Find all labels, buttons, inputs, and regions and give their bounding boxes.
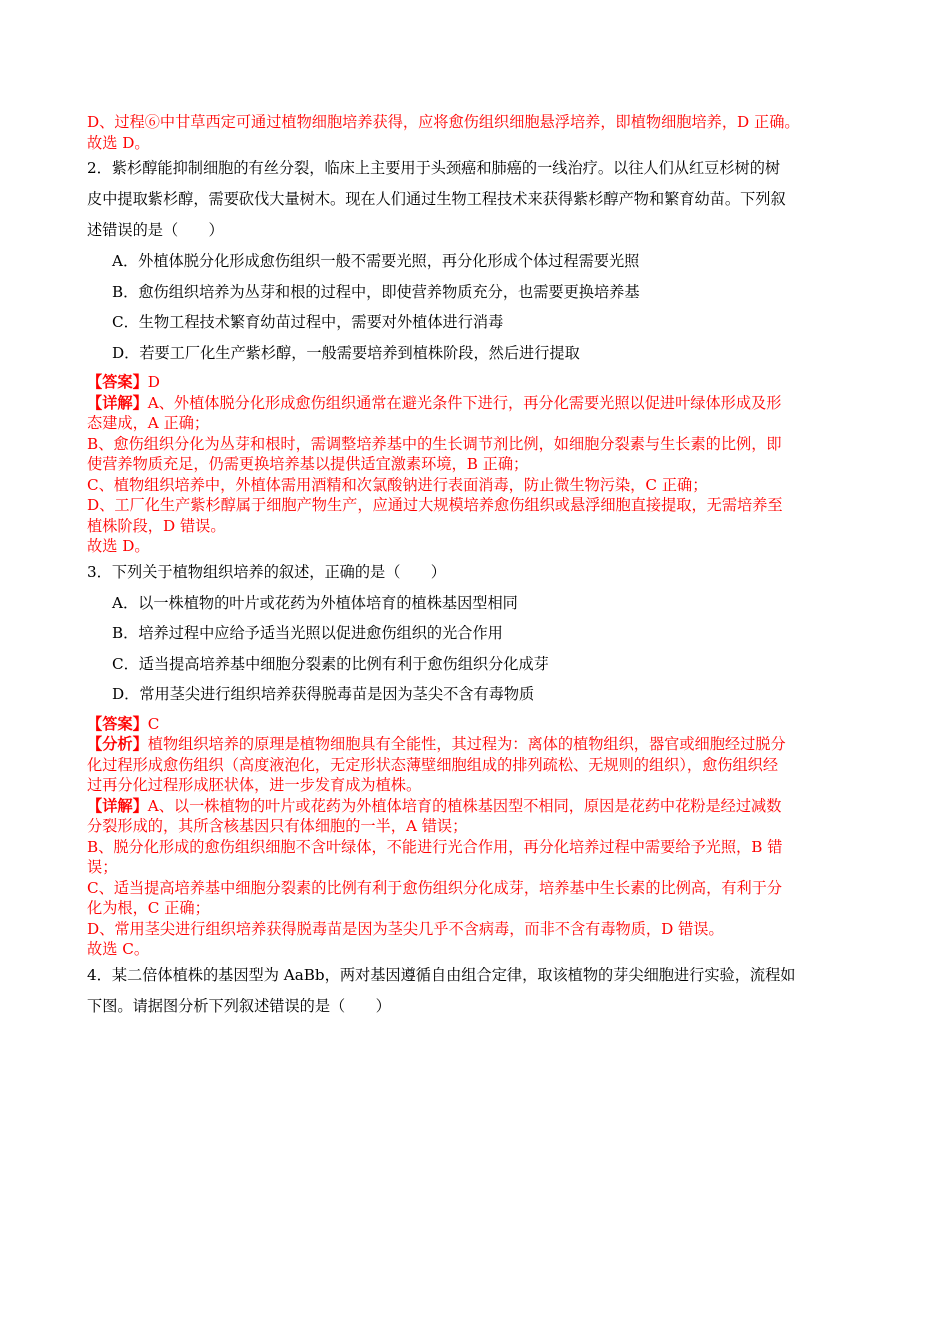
question-3-detail-line [87,796,867,817]
question-2-detail-line: C、植物组织培养中，外植体需用酒精和次氯酸钠进行表面消毒，防止微生物污染，C 正确； [87,475,708,494]
answer-tag: 【答案】 [87,714,148,733]
answer-tag: 【答案】 [87,373,148,391]
question-3-solution [87,714,867,960]
question-4-stem-line: 4．某二倍体植株的基因型为 AaBb，两对基因遵循自由组合定律，取该植物的芽尖细胞进行实验，流程如 [87,965,796,984]
question-3-conclusion: 故选 C。 [87,940,150,958]
question-4 [87,960,867,1022]
detail-text: A、外植体脱分化形成愈伤组织通常在避光条件下进行，再分化需要光照以促进叶绿体形成及形 [147,393,782,412]
question-3-detail-line: 误； [87,858,118,876]
question-2-detail-line: 态建成，A 正确； [87,414,210,432]
question-2 [87,153,867,368]
question-2-detail-line: 植株阶段，D 错误。 [87,516,226,535]
prev-conclusion: 故选 D。 [87,133,150,152]
prev-explanation-line: D、过程⑥中甘草西定可通过植物细胞培养获得，应将愈伤组织细胞悬浮培养，即植物细胞培养，D 正确。 [87,113,800,131]
question-3-answer [87,714,867,735]
question-3-option-a: A．以一株植物的叶片或花药为外植体培育的植株基因型相同 [112,593,518,612]
question-3-option-c: C．适当提高培养基中细胞分裂素的比例有利于愈伤组织分化成芽 [112,654,549,673]
question-3-option-d: D．常用茎尖进行组织培养获得脱毒苗是因为茎尖不含有毒物质 [112,685,535,703]
question-3-analysis-line: 化过程形成愈伤组织（高度液泡化，无定形状态薄壁细胞组成的排列疏松、无规则的组织），愈伤组织经 [87,755,779,774]
question-2-detail-line [87,393,867,414]
detail-text: A、以一株植物的叶片或花药为外植体培育的植株基因型不相同，原因是花药中花粉是经过减数 [147,796,782,815]
question-2-detail-line: B、愈伤组织分化为丛芽和根时，需调整培养基中的生长调节剂比例，如细胞分裂素与生长素的比例，即 [87,434,782,453]
question-4-stem-line: 下图。请据图分析下列叙述错误的是（ ） [87,996,391,1015]
question-2-option-a: A．外植体脱分化形成愈伤组织一般不需要光照，再分化形成个体过程需要光照 [112,252,640,270]
question-3-analysis-line: 过再分化过程形成胚状体，进一步发育成为植株。 [87,776,422,794]
answer-value: C [147,714,160,733]
detail-tag: 【详解】 [87,796,148,815]
question-3-detail-line: 分裂形成的，其所含核基因只有体细胞的一半，A 错误； [87,817,468,835]
question-2-stem-line: 2．紫杉醇能抑制细胞的有丝分裂，临床上主要用于头颈癌和肺癌的一线治疗。以往人们从红豆杉树的树 [87,159,781,177]
question-2-option-d: D．若要工厂化生产紫杉醇，一般需要培养到植株阶段，然后进行提取 [112,343,580,362]
document-page [87,112,867,1022]
question-3-stem-line: 3．下列关于植物组织培养的叙述，正确的是（ ） [87,562,446,581]
question-2-conclusion: 故选 D。 [87,537,150,555]
answer-value: D [147,373,160,391]
question-2-option-c: C．生物工程技术繁育幼苗过程中，需要对外植体进行消毒 [112,313,504,331]
question-3-detail-line: B、脱分化形成的愈伤组织细胞不含叶绿体，不能进行光合作用，再分化培养过程中需要给予光照，B 错 [87,837,783,856]
analysis-text: 植物组织培养的原理是植物细胞具有全能性，其过程为：离体的植物组织，器官或细胞经过脱分 [147,735,786,753]
question-3 [87,557,867,710]
question-2-answer [87,372,867,393]
question-2-detail-line: D、工厂化生产紫杉醇属于细胞产物生产，应通过大规模培养愈伤组织或悬浮细胞直接提取，无需培养至 [87,496,783,514]
prev-explanation [87,112,867,153]
question-2-detail-line: 使营养物质充足，仍需更换培养基以提供适宜激素环境，B 正确； [87,455,529,473]
detail-tag: 【详解】 [87,393,148,412]
question-3-detail-line: 化为根，C 正确； [87,899,210,917]
analysis-tag: 【分析】 [87,735,148,753]
question-3-analysis-line [87,734,867,755]
question-3-detail-line: C、适当提高培养基中细胞分裂素的比例有利于愈伤组织分化成芽，培养基中生长素的比例高，有利于分 [87,878,783,897]
question-3-option-b: B．培养过程中应给予适当光照以促进愈伤组织的光合作用 [112,624,503,642]
question-2-solution [87,372,867,557]
question-2-stem-line: 皮中提取紫杉醇，需要砍伐大量树木。现在人们通过生物工程技术来获得紫杉醇产物和繁育幼苗。下列叙 [87,190,786,208]
question-2-stem-line: 述错误的是（ ） [87,221,224,239]
question-3-detail-line: D、常用茎尖进行组织培养获得脱毒苗是因为茎尖几乎不含病毒，而非不含有毒物质，D 错误。 [87,919,724,938]
question-2-option-b: B．愈伤组织培养为丛芽和根的过程中，即使营养物质充分，也需要更换培养基 [112,282,640,301]
